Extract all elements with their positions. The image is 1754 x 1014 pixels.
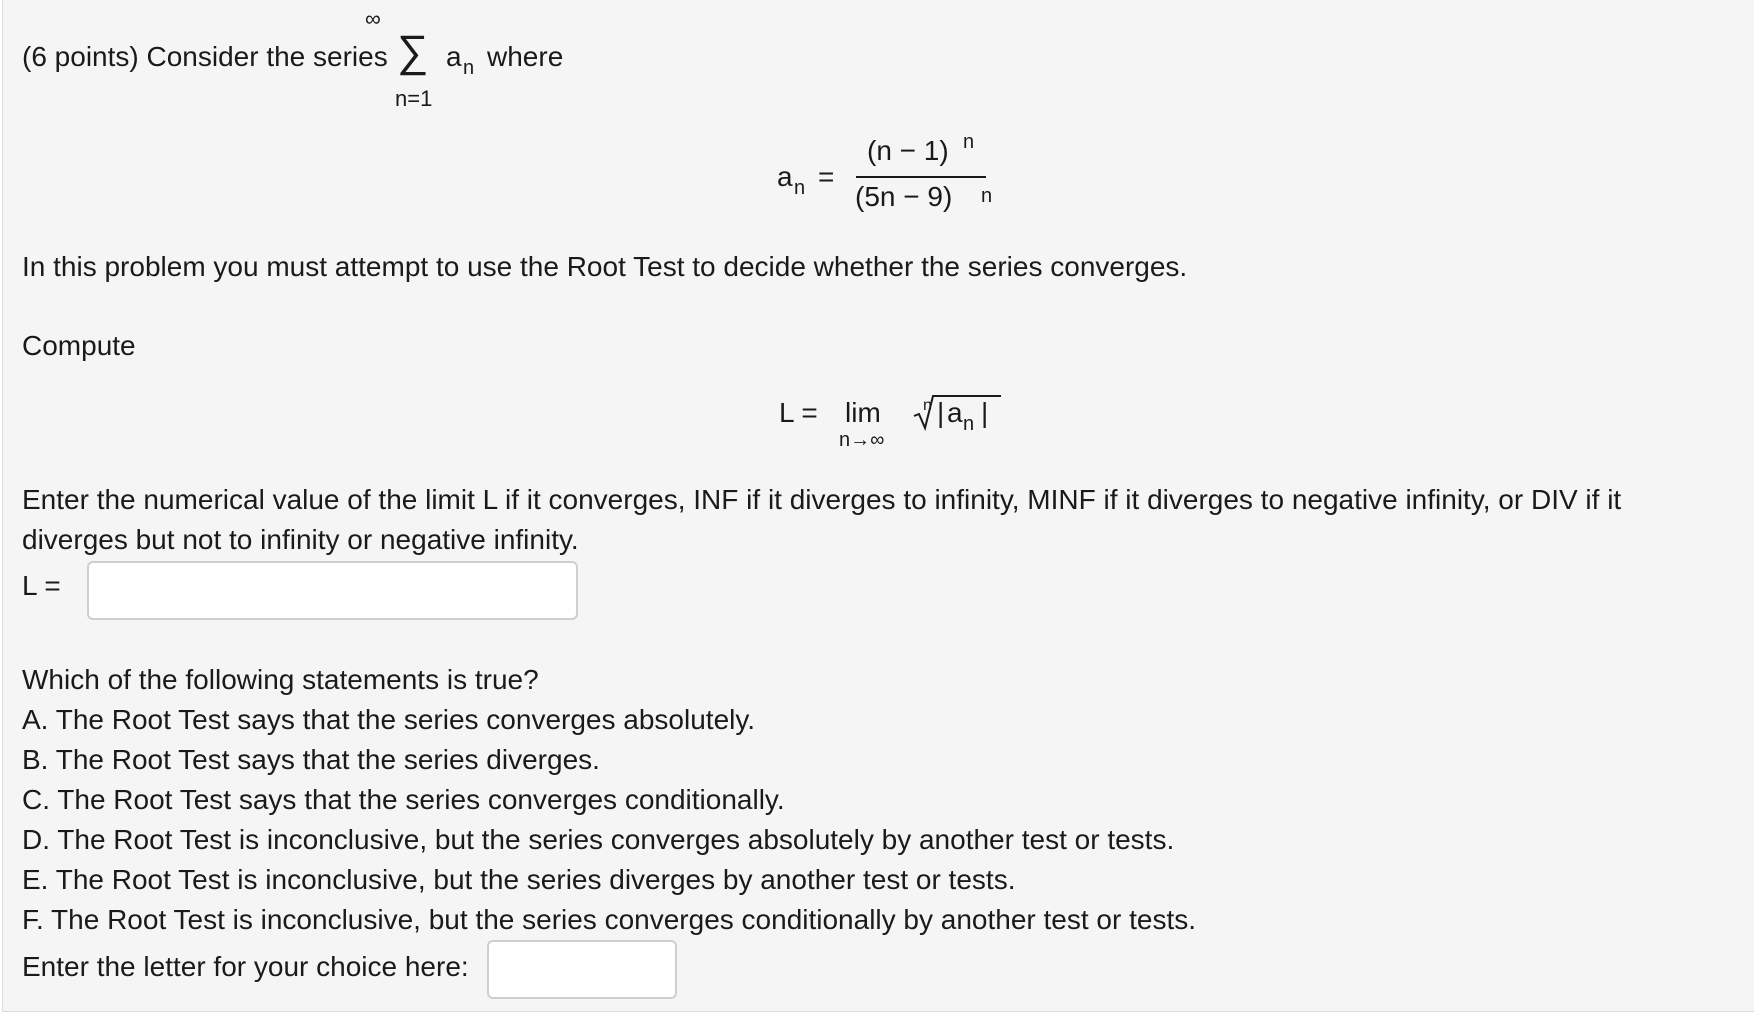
an-numerator: (n − 1) bbox=[867, 135, 949, 166]
series-term-symbol: a bbox=[446, 41, 462, 72]
limit-lhs: L = bbox=[779, 397, 818, 428]
sum-lower-limit: n=1 bbox=[395, 86, 433, 111]
option-d: D. The Root Test is inconclusive, but the series converges absolutely by another test or tests. bbox=[22, 824, 1175, 855]
sigma-symbol: ∑ bbox=[397, 27, 429, 76]
instructions-line-2: diverges but not to infinity or negative infinity. bbox=[22, 524, 579, 555]
option-e: E. The Root Test is inconclusive, but the series diverges by another test or tests. bbox=[22, 864, 1016, 895]
option-c: C. The Root Test says that the series converges conditionally. bbox=[22, 784, 785, 815]
an-lhs-symbol: a bbox=[777, 161, 793, 192]
choice-label: Enter the letter for your choice here: bbox=[22, 951, 469, 982]
lim-subscript: n→∞ bbox=[839, 429, 885, 451]
sum-upper-limit: ∞ bbox=[365, 6, 381, 31]
an-lhs-subscript: n bbox=[794, 177, 806, 199]
question-text: Which of the following statements is true? bbox=[22, 664, 539, 695]
problem-panel bbox=[2, 0, 1754, 1012]
abs-term-subscript: n bbox=[963, 413, 975, 435]
root-test-statement: In this problem you must attempt to use the Root Test to decide whether the series converges. bbox=[22, 251, 1188, 282]
abs-close-bar: | bbox=[981, 397, 989, 428]
an-numerator-exponent: n bbox=[963, 131, 975, 153]
choice-answer-input[interactable] bbox=[487, 940, 677, 999]
an-denominator: (5n − 9) bbox=[855, 181, 953, 212]
an-denominator-exponent: n bbox=[981, 185, 993, 207]
where-word: where bbox=[487, 41, 564, 72]
lim-word: lim bbox=[845, 397, 881, 428]
compute-label: Compute bbox=[22, 330, 136, 361]
an-equals: = bbox=[818, 161, 835, 192]
abs-open-bar: | bbox=[937, 397, 945, 428]
abs-term-symbol: a bbox=[947, 397, 963, 428]
problem-intro: (6 points) Consider the series bbox=[22, 41, 388, 72]
fraction-bar bbox=[856, 176, 986, 178]
root-index: n bbox=[923, 397, 932, 414]
answer-l-label: L = bbox=[22, 570, 61, 601]
series-term-subscript: n bbox=[463, 57, 475, 79]
option-a: A. The Root Test says that the series converges absolutely. bbox=[22, 704, 756, 735]
instructions-line-1: Enter the numerical value of the limit L if it converges, INF if it diverges to infinity, MINF if it diverges to negative infinity, or DIV if it bbox=[22, 484, 1622, 515]
limit-answer-input[interactable] bbox=[87, 561, 578, 620]
option-f: F. The Root Test is inconclusive, but the series converges conditionally by another test or tests. bbox=[22, 904, 1197, 935]
option-b: B. The Root Test says that the series diverges. bbox=[22, 744, 600, 775]
